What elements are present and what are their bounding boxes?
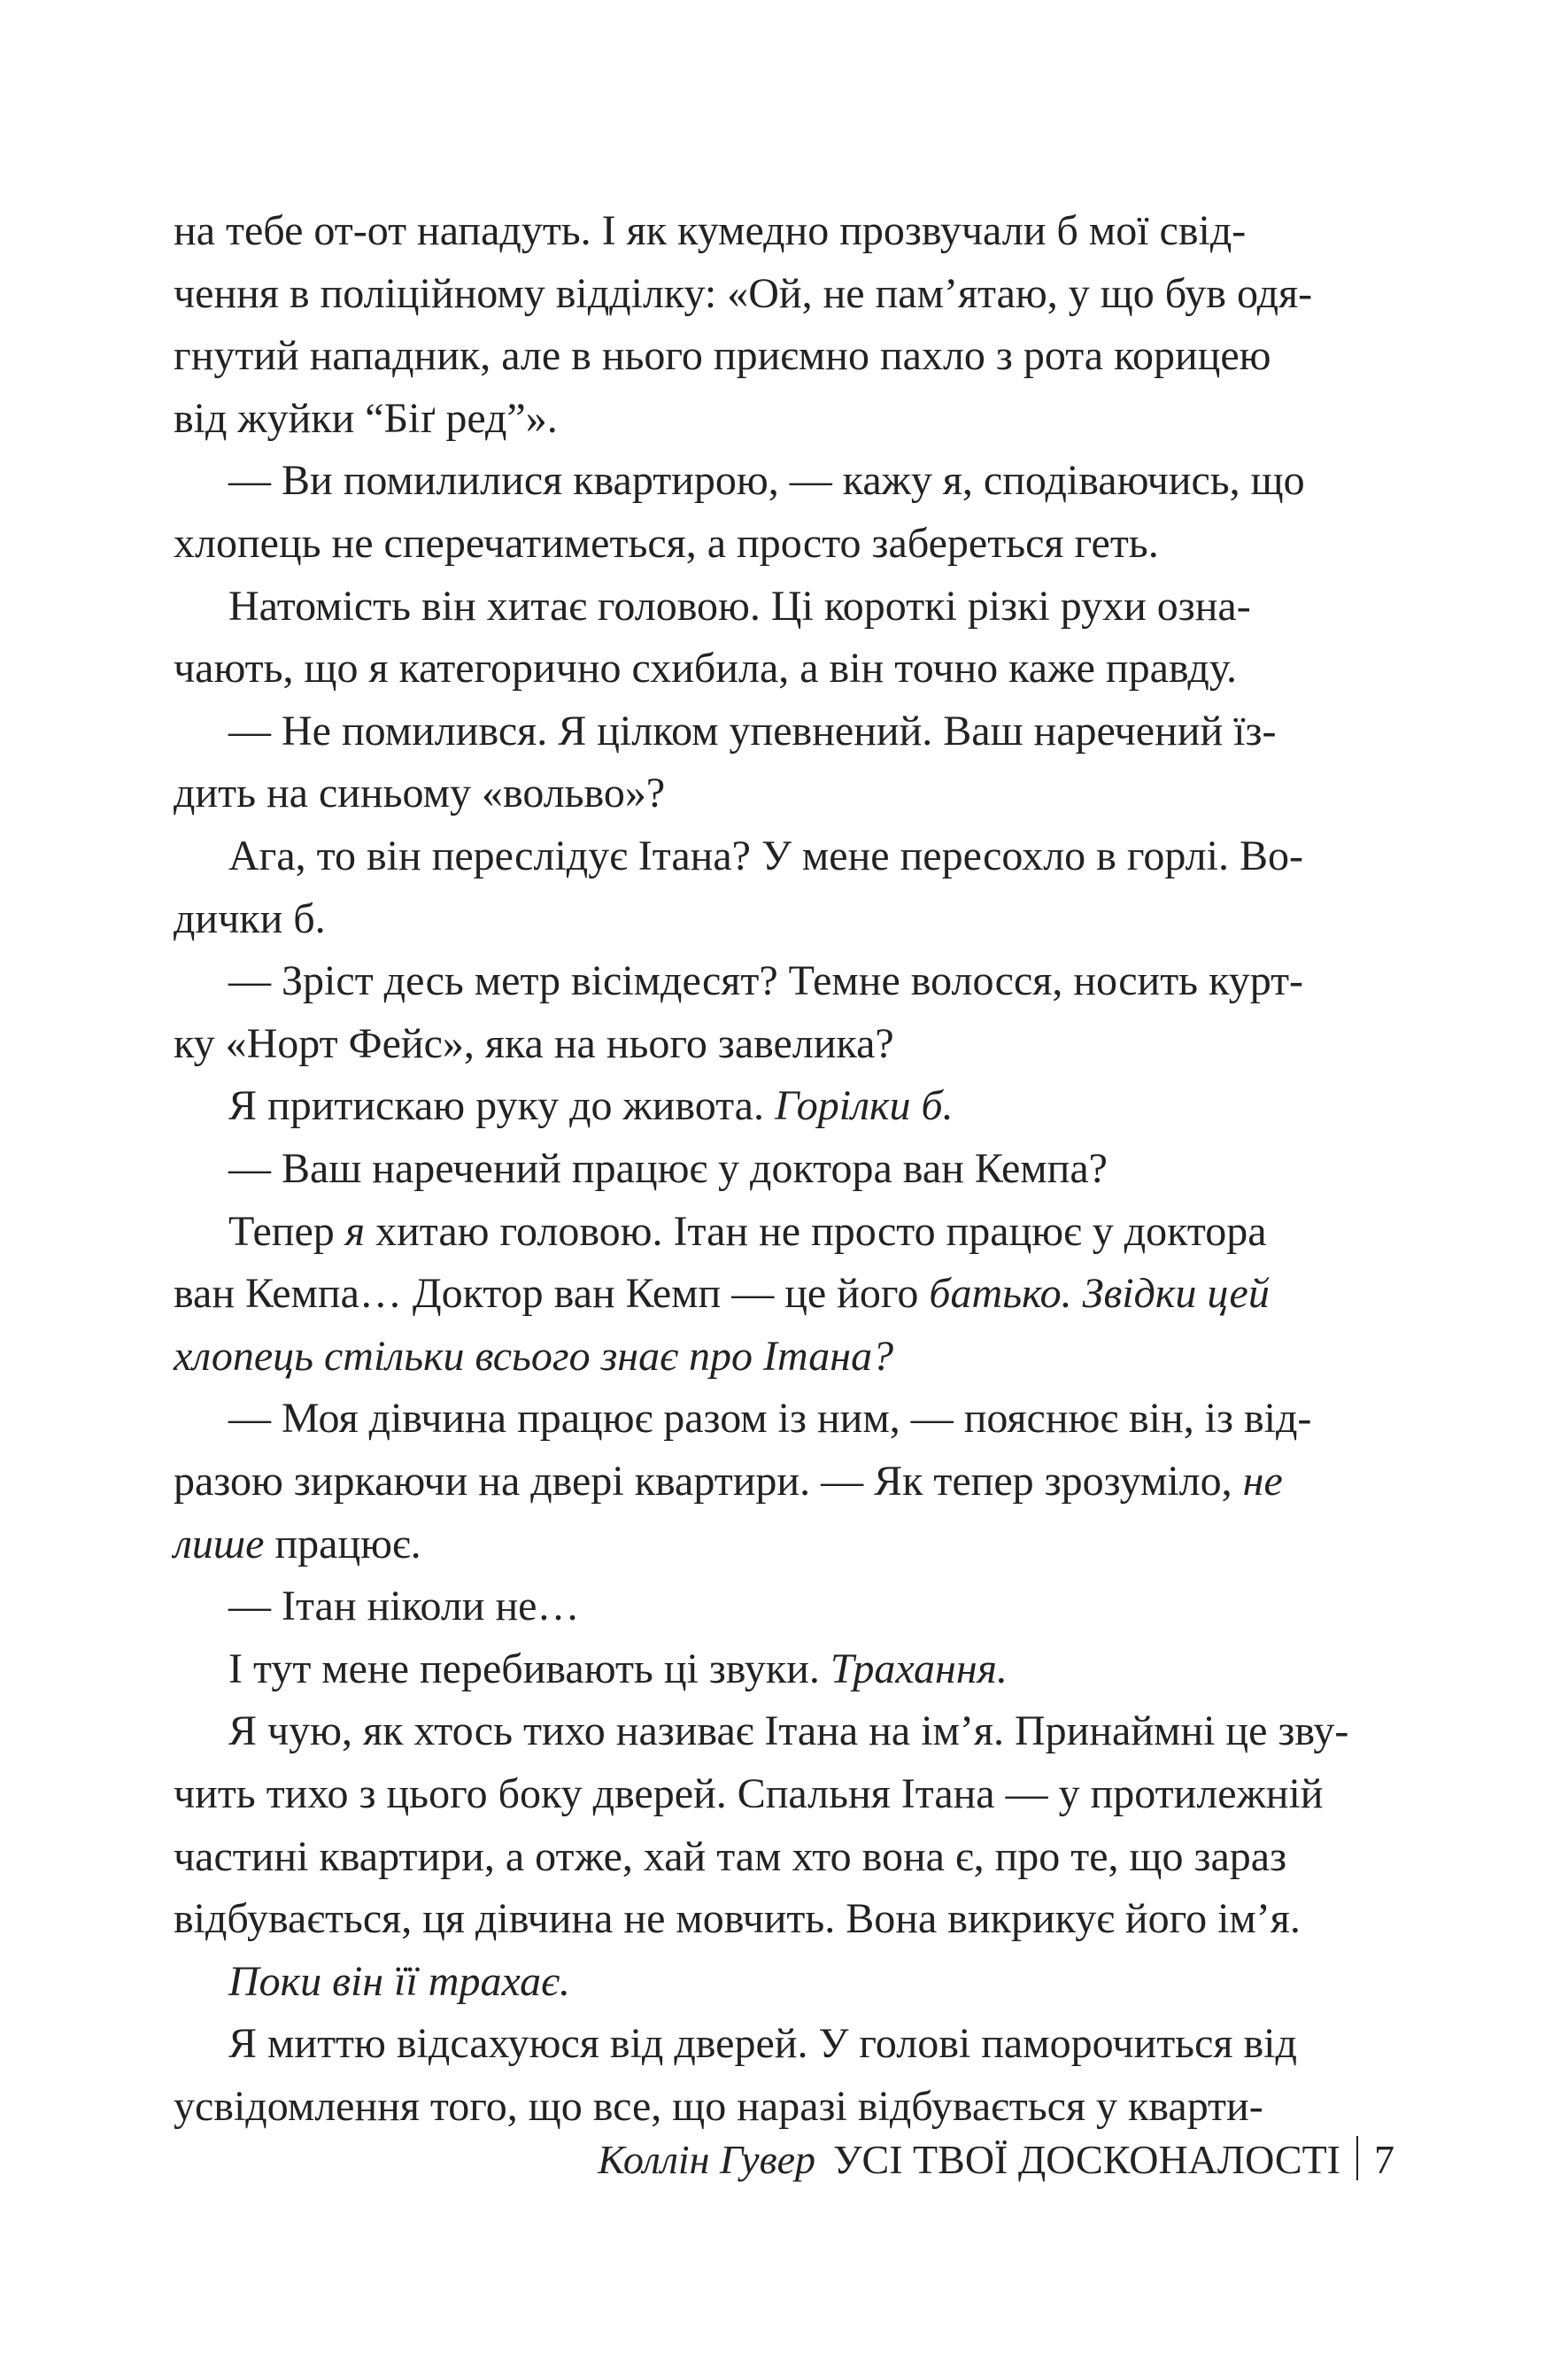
italic-span: батько. Звідки цей [929, 1270, 1270, 1318]
text-span: працює. [264, 1520, 421, 1567]
text-line [174, 2083, 1263, 2130]
text-span: Я миттю відсахуюся від дверей. У голові паморочиться від [228, 2020, 1297, 2068]
text-line [174, 1332, 894, 1380]
page-number: 7 [1374, 2137, 1394, 2182]
text-span: на тебе от-от нападуть. І як кумедно прозвучали б мої свід- [174, 207, 1247, 254]
text-span: Тепер [228, 1207, 345, 1255]
text-span: хлопець не сперечатиметься, а просто забереться геть. [174, 520, 1159, 567]
text-line [228, 1395, 1312, 1443]
text-line [228, 582, 1251, 630]
text-line [228, 1082, 954, 1130]
footer-separator [1356, 2136, 1358, 2180]
text-line [174, 1895, 1301, 1943]
text-line [174, 1520, 421, 1567]
text-span: — Ви помилилися квартирою, — кажу я, сподіваючись, що [228, 457, 1305, 505]
footer-book-title: УСІ ТВОЇ ДОСКОНАЛОСТІ [832, 2137, 1340, 2182]
italic-span: Горілки б. [774, 1082, 954, 1130]
text-span: Натомість він хитає головою. Ці короткі різкі рухи озна- [228, 582, 1251, 630]
text-span: відбувається, ця дівчина не мовчить. Вона викрикує його ім’я. [174, 1895, 1301, 1943]
text-span: чають, що я категорично схибила, а він точно каже правду. [174, 645, 1237, 693]
text-span: — Ваш наречений працює у доктора ван Кемпа? [228, 1145, 1108, 1192]
text-span: Ага, то він переслідує Ітана? У мене пересохло в горлі. Во- [228, 832, 1303, 879]
text-line [174, 645, 1237, 693]
text-span: від жуйки “Біґ ред”». [174, 394, 558, 442]
text-line [174, 269, 1313, 317]
text-line [228, 457, 1305, 505]
italic-span: лише [174, 1520, 265, 1567]
text-span: — Не помилився. Я цілком упевнений. Ваш наречений їз- [228, 707, 1277, 755]
text-line [228, 832, 1303, 879]
text-span: разою зиркаючи на двері квартири. — Як тепер зрозуміло, [174, 1458, 1243, 1505]
text-span: усвідомлення того, що все, що наразі відбувається у кварти- [174, 2083, 1263, 2130]
text-line [174, 894, 326, 942]
text-line [174, 394, 558, 442]
text-span: дить на синьому «вольво»? [174, 770, 666, 817]
text-span: — Моя дівчина працює разом із ним, — пояснює він, із від- [228, 1395, 1312, 1443]
text-line [174, 1270, 1270, 1318]
text-line [174, 1460, 1283, 1503]
text-span: ку «Норт Фейс», яка на нього завелика? [174, 1019, 894, 1067]
text-line [228, 1585, 579, 1628]
text-span: хитаю головою. Ітан не просто працює у доктора [365, 1207, 1267, 1255]
text-span: Я притискаю руку до живота. [228, 1082, 775, 1130]
footer-author: Коллін Гувер [598, 2137, 815, 2182]
text-span: дички б. [174, 894, 326, 942]
text-line [174, 772, 665, 815]
text-span: гнутий нападник, але в нього приємно пахло з рота корицею [174, 332, 1271, 380]
text-line [228, 2020, 1297, 2068]
text-line [174, 1832, 1287, 1880]
text-span: чить тихо з цього боку дверей. Спальня Ітана — у протилежній [174, 1770, 1324, 1817]
italic-span: Трахання. [830, 1645, 1008, 1692]
text-line [174, 1019, 894, 1067]
text-line [174, 1770, 1324, 1817]
running-footer [598, 2136, 1394, 2183]
text-span: частині квартири, а отже, хай там хто вона є, про те, що зараз [174, 1832, 1287, 1880]
text-line [228, 1707, 1349, 1755]
text-line [228, 707, 1277, 755]
text-line [228, 1207, 1267, 1255]
italic-span: не [1242, 1458, 1283, 1505]
text-span: — Зріст десь метр вісімдесят? Темне волосся, носить курт- [228, 957, 1304, 1005]
text-line [228, 1957, 571, 2005]
italic-span: Поки він її трахає. [228, 1957, 571, 2005]
text-line [174, 332, 1271, 380]
text-span: ван Кемпа… Доктор ван Кемп — це його [174, 1270, 930, 1318]
text-line [228, 1645, 1008, 1692]
text-line [228, 957, 1304, 1005]
text-span: Я чую, як хтось тихо називає Ітана на ім’я. Принаймні це зву- [228, 1707, 1349, 1755]
text-line [174, 522, 1159, 565]
text-span: І тут мене перебивають ці звуки. [228, 1645, 830, 1692]
text-line [228, 1145, 1108, 1192]
text-line [174, 207, 1247, 254]
italic-span: я [344, 1207, 366, 1255]
text-span: чення в поліційному відділку: «Ой, не пам’ятаю, у що був одя- [174, 269, 1313, 317]
italic-span: хлопець стільки всього знає про Ітана? [174, 1332, 894, 1380]
text-span: — Ітан ніколи не… [228, 1583, 580, 1630]
